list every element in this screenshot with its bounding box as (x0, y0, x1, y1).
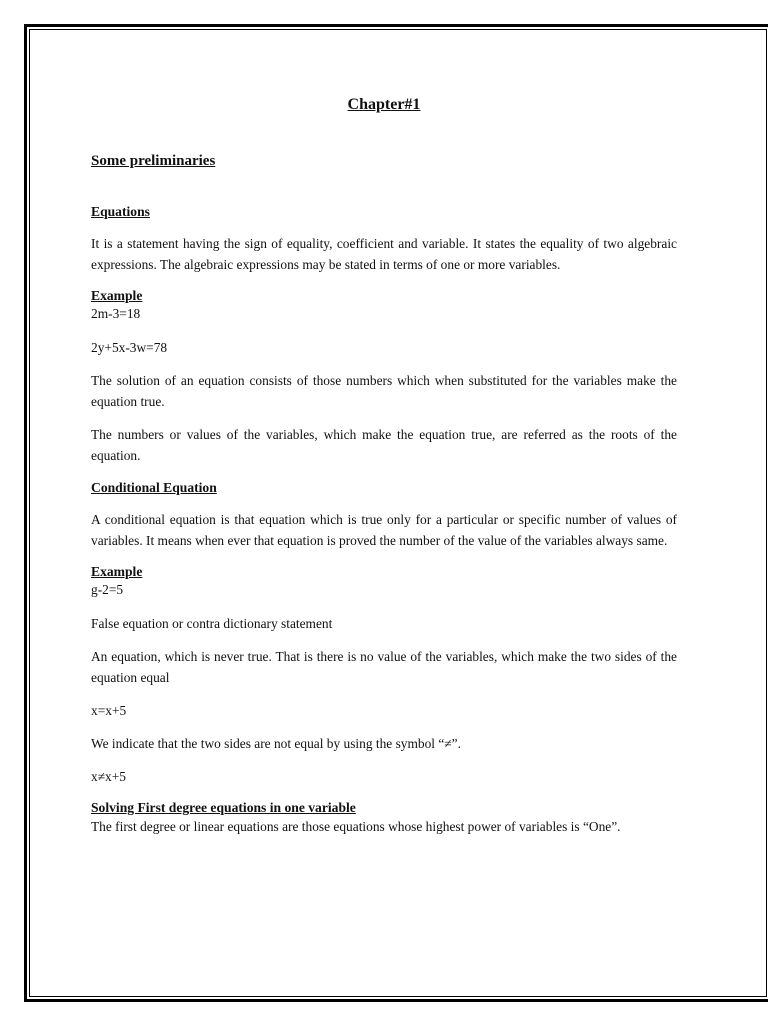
equations-example-1: 2m-3=18 (91, 306, 141, 321)
section-title: Some preliminaries (91, 153, 216, 169)
equations-heading: Equations (91, 204, 150, 219)
conditional-example-heading: Example (91, 564, 143, 579)
roots-paragraph: The numbers or values of the variables, which make the equation true, are referred as the roots of the equation. (91, 427, 677, 463)
equations-example-heading: Example (91, 288, 143, 303)
first-degree-heading: Solving First degree equations in one variable (91, 800, 356, 815)
chapter-title: Chapter#1 (347, 96, 421, 113)
first-degree-paragraph: The first degree or linear equations are those equations whose highest power of variables is “One”. (91, 819, 621, 834)
not-equal-paragraph: We indicate that the two sides are not equal by using the symbol “≠”. (91, 736, 461, 751)
conditional-example-1: g-2=5 (91, 582, 124, 597)
not-equal-example: x≠x+5 (91, 769, 126, 784)
solution-paragraph: The solution of an equation consists of those numbers which when substituted for the variables make the equation true. (91, 373, 677, 409)
equations-example-2: 2y+5x-3w=78 (91, 340, 168, 355)
false-equation-title: False equation or contra dictionary statement (91, 616, 333, 631)
conditional-definition: A conditional equation is that equation which is true only for a particular or specific number of values of variables. It means when ever that equation is proved the number of the value of the variables always same. (91, 512, 677, 548)
document-page (91, 94, 677, 849)
false-equation-paragraph: An equation, which is never true. That is there is no value of the variables, which make the two sides of the equation equal (91, 649, 677, 685)
conditional-heading: Conditional Equation (91, 480, 217, 495)
equations-definition: It is a statement having the sign of equality, coefficient and variable. It states the equality of two algebraic expressions. The algebraic expressions may be stated in terms of one or more variables. (91, 236, 677, 272)
false-equation-example: x=x+5 (91, 703, 127, 718)
